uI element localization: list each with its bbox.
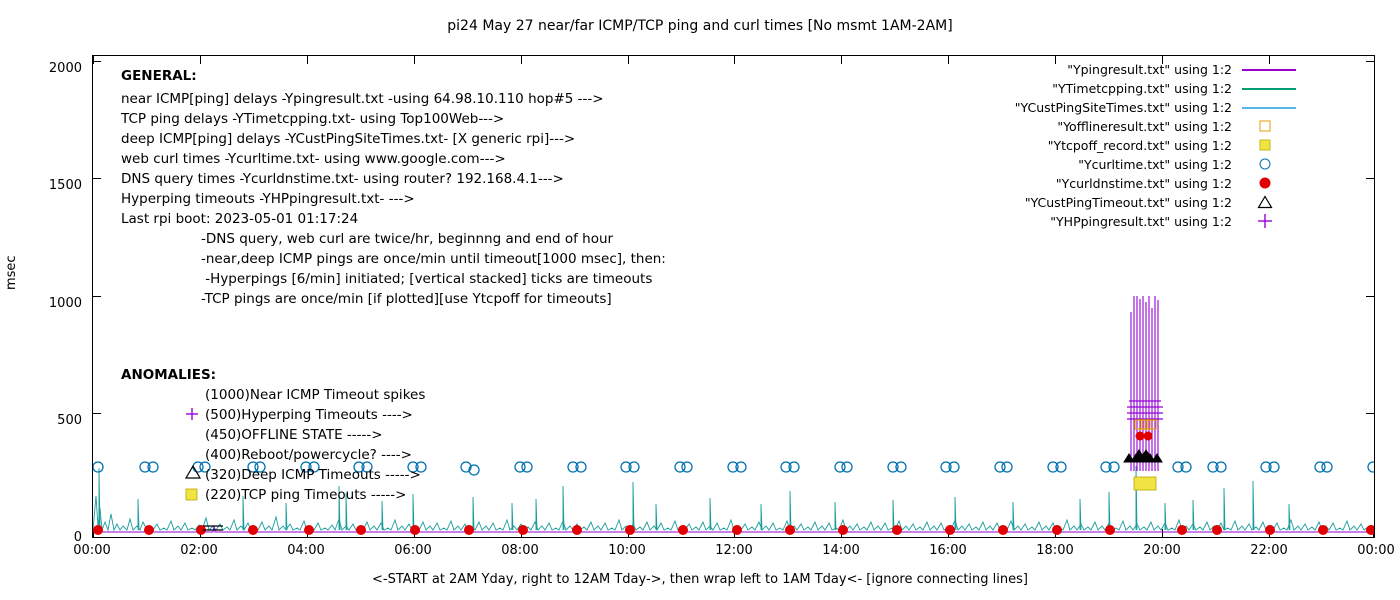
y-axis-label: msec bbox=[4, 255, 19, 290]
general-line-1: TCP ping delays -YTimetcpping.txt- using Top100Web---> bbox=[121, 111, 505, 127]
x-tick-12: 00:00 bbox=[1357, 543, 1395, 558]
x-tick-3: 06:00 bbox=[394, 543, 432, 558]
general-line-6: Last rpi boot: 2023-05-01 01:17:24 bbox=[121, 211, 359, 227]
legend-key-ycustpingsitetimes bbox=[1238, 98, 1300, 117]
legend-item-ycurltime bbox=[1000, 155, 1300, 174]
open-square-icon bbox=[1260, 121, 1271, 132]
y-tick-2000: 2000 bbox=[48, 61, 82, 76]
event-tcp-timeout-square bbox=[1134, 477, 1156, 490]
x-tick-9: 18:00 bbox=[1036, 543, 1074, 558]
legend-key-yofflineresult bbox=[1238, 117, 1300, 136]
legend-item-ytcpoff-record bbox=[1000, 136, 1300, 155]
general-line-3: web curl times -Ycurltime.txt- using www.google.com---> bbox=[121, 151, 506, 167]
legend-item-ypingresult bbox=[1000, 60, 1300, 79]
general-line-4: DNS query times -Ycurldnstime.txt- using router? 192.168.4.1---> bbox=[121, 171, 564, 187]
event-reboot-markers bbox=[1136, 432, 1153, 441]
legend-item-ycurldnstime bbox=[1000, 174, 1300, 193]
open-circle-icon bbox=[1260, 159, 1271, 170]
chart-title: pi24 May 27 near/far ICMP/TCP ping and curl times [No msmt 1AM-2AM] bbox=[447, 18, 953, 34]
legend-key-yhppingresult bbox=[1238, 212, 1300, 231]
x-tick-0: 00:00 bbox=[73, 543, 111, 558]
legend-label-ytimetcpping: "YTimetcpping.txt" using 1:2 bbox=[1052, 81, 1232, 96]
y-tick-0: 0 bbox=[73, 530, 82, 545]
y-tick-500: 500 bbox=[57, 413, 82, 428]
general-note-0: -DNS query, web curl are twice/hr, beginnng and end of hour bbox=[201, 231, 614, 247]
general-note-1: -near,deep ICMP pings are once/min until timeout[1000 msec], then: bbox=[201, 251, 666, 267]
legend-key-ycurldnstime bbox=[1238, 174, 1300, 193]
general-line-0: near ICMP[ping] delays -Ypingresult.txt -using 64.98.10.110 hop#5 ---> bbox=[121, 91, 604, 107]
anomaly-square-icon bbox=[185, 487, 199, 501]
anomaly-4: (320)Deep ICMP Timeouts -----> bbox=[205, 467, 421, 483]
legend-item-yofflineresult bbox=[1000, 117, 1300, 136]
legend-label-ypingresult: "Ypingresult.txt" using 1:2 bbox=[1067, 62, 1232, 77]
legend-key-ycustpingtimeout bbox=[1238, 193, 1300, 212]
legend-key-ytcpoff-record bbox=[1238, 136, 1300, 155]
legend-item-ytimetcpping bbox=[1000, 79, 1300, 98]
anomaly-1: (500)Hyperping Timeouts ----> bbox=[205, 407, 413, 423]
legend-item-ycustpingtimeout bbox=[1000, 193, 1300, 212]
x-axis-label: <-START at 2AM Yday, right to 12AM Tday->, then wrap left to 1AM Tday<- [ignore connecting lines] bbox=[372, 572, 1028, 587]
anomaly-2: (450)OFFLINE STATE -----> bbox=[205, 427, 383, 443]
x-tick-2: 04:00 bbox=[287, 543, 325, 558]
y-tick-1000: 1000 bbox=[48, 296, 82, 311]
anomaly-triangle-icon bbox=[185, 465, 201, 479]
legend-key-ytimetcpping bbox=[1238, 79, 1300, 98]
anomaly-3: (400)Reboot/powercycle? ----> bbox=[205, 447, 412, 463]
chart-legend bbox=[1000, 60, 1300, 231]
legend-item-yhppingresult bbox=[1000, 212, 1300, 231]
x-tick-7: 14:00 bbox=[822, 543, 860, 558]
y-tick-1500: 1500 bbox=[48, 178, 82, 193]
anomaly-0: (1000)Near ICMP Timeout spikes bbox=[205, 387, 426, 403]
general-line-5: Hyperping timeouts -YHPpingresult.txt- ---> bbox=[121, 191, 415, 207]
filled-square-icon bbox=[1260, 140, 1271, 151]
anomaly-5: (220)TCP ping Timeouts -----> bbox=[205, 487, 407, 503]
legend-key-ypingresult bbox=[1238, 60, 1300, 79]
open-triangle-icon bbox=[1258, 196, 1273, 209]
legend-label-yhppingresult: "YHPpingresult.txt" using 1:2 bbox=[1050, 214, 1232, 229]
filled-circle-icon bbox=[1260, 178, 1271, 189]
baseline-marks bbox=[203, 526, 223, 530]
x-tick-4: 08:00 bbox=[501, 543, 539, 558]
x-tick-11: 22:00 bbox=[1250, 543, 1288, 558]
series-ycurldnstime-markers bbox=[93, 525, 1374, 535]
legend-item-ycustpingsitetimes bbox=[1000, 98, 1300, 117]
legend-label-ycurltime: "Ycurltime.txt" using 1:2 bbox=[1078, 157, 1232, 172]
x-tick-5: 10:00 bbox=[608, 543, 646, 558]
general-note-3: -TCP pings are once/min [if plotted][use Ytcpoff for timeouts] bbox=[201, 291, 612, 307]
legend-label-ycustpingtimeout: "YCustPingTimeout.txt" using 1:2 bbox=[1024, 195, 1232, 210]
x-tick-8: 16:00 bbox=[929, 543, 967, 558]
legend-key-ycurltime bbox=[1238, 155, 1300, 174]
x-tick-1: 02:00 bbox=[180, 543, 218, 558]
plus-icon bbox=[1258, 214, 1272, 228]
general-heading: GENERAL: bbox=[121, 68, 197, 84]
x-tick-10: 20:00 bbox=[1143, 543, 1181, 558]
general-line-2: deep ICMP[ping] delays -YCustPingSiteTimes.txt- [X generic rpi]---> bbox=[121, 131, 576, 147]
x-tick-6: 12:00 bbox=[715, 543, 753, 558]
general-note-2: -Hyperpings [6/min] initiated; [vertical stacked] ticks are timeouts bbox=[201, 271, 653, 287]
legend-label-yofflineresult: "Yofflineresult.txt" using 1:2 bbox=[1057, 119, 1232, 134]
legend-label-ycustpingsitetimes: "YCustPingSiteTimes.txt" using 1:2 bbox=[1014, 100, 1232, 115]
anomaly-plus-icon bbox=[185, 407, 199, 421]
legend-label-ytcpoff-record: "Ytcpoff_record.txt" using 1:2 bbox=[1047, 138, 1232, 153]
anomalies-heading: ANOMALIES: bbox=[121, 367, 217, 383]
legend-label-ycurldnstime: "Ycurldnstime.txt" using 1:2 bbox=[1055, 176, 1232, 191]
event-hyperping-timeout-cluster bbox=[1131, 296, 1158, 471]
